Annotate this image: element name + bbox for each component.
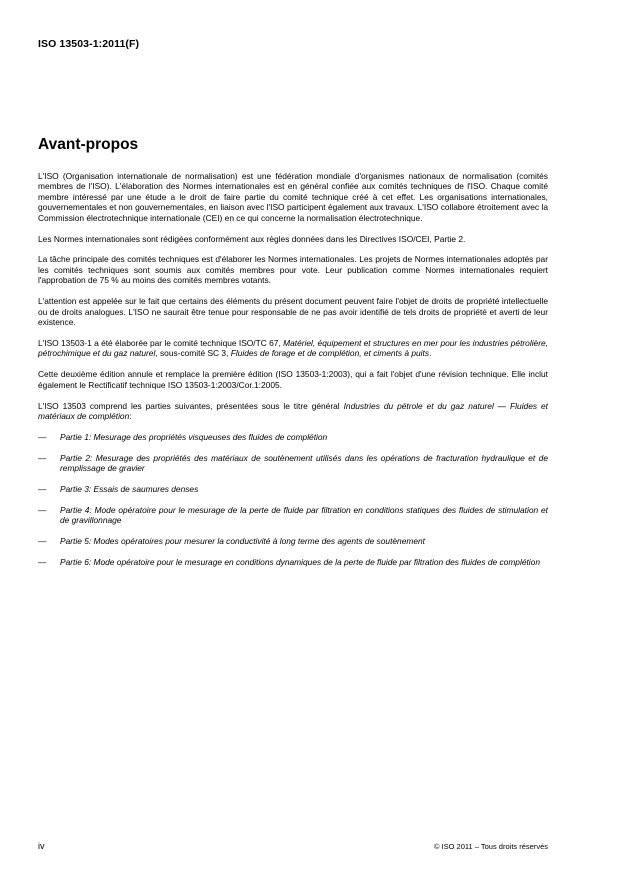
dash-bullet: — bbox=[38, 504, 47, 515]
part-4-text: Partie 4: Mode opératoire pour le mesurage de la perte de fluide par filtration en conditions statiques des fluides de stimulation et de gravillonnage bbox=[60, 504, 548, 526]
page-title: Avant-propos bbox=[38, 136, 139, 153]
paragraph-4: L'attention est appelée sur le fait que certains des éléments du présent document peuvent faire l'objet de droits de propriété intellectuelle ou de droits analogues. L'ISO ne saurait être tenue pour responsable de ne pas avoir identifié de tels droits de propriété et averti de leur existence. bbox=[38, 296, 548, 327]
list-item bbox=[38, 505, 548, 526]
p5-text-1: L'ISO 13503-1 a été élaborée par le comité technique ISO/TC 67, bbox=[38, 337, 284, 348]
list-item bbox=[38, 453, 548, 474]
p7-italic-1: Industries du pétrole et du gaz naturel — Fluides et matériaux de complétion bbox=[38, 400, 548, 421]
dash-bullet: — bbox=[38, 557, 47, 568]
part-3-text: Partie 3: Essais de saumures denses bbox=[60, 484, 199, 495]
paragraph-1: L'ISO (Organisation internationale de normalisation) est une fédération mondiale d'organismes nationaux de normalisation (comités membres de l'ISO). L'élaboration des Normes internationales est en général confiée aux comités techniques de l'ISO. Chaque comité membre intéressé par une étude a le droit de faire partie du comité technique créé à cet effet. Les organisations internationales, gouvernementales et non gouvernementales, en liaison avec l'ISO participent également aux travaux. L'ISO collabore étroitement avec la Commission électrotechnique internationale (CEI) en ce qui concerne la normalisation électrotechnique. bbox=[38, 171, 548, 223]
dash-bullet: — bbox=[38, 536, 47, 547]
p5-text-3: . bbox=[429, 348, 432, 359]
p5-italic-2: Fluides de forage et de complétion, et ciments à puits bbox=[230, 348, 430, 359]
part-5-text: Partie 5: Modes opératoires pour mesurer la conductivité à long terme des agents de soutènement bbox=[60, 536, 425, 547]
copyright-notice: © ISO 2011 – Tous droits réservés bbox=[433, 842, 548, 851]
part-2-text: Partie 2: Mesurage des propriétés des matériaux de soutènement utilisés dans les opérations de fracturation hydraulique et de remplissage de gravier bbox=[60, 452, 548, 474]
document-id: ISO 13503-1:2011(F) bbox=[38, 38, 140, 50]
paragraph-7 bbox=[38, 401, 548, 422]
list-item bbox=[38, 484, 548, 494]
dash-bullet: — bbox=[38, 431, 47, 442]
paragraph-3: La tâche principale des comités techniques est d'élaborer les Normes internationales. Les projets de Normes internationales adoptés par les comités techniques sont soumis aux comités membres pour vote. Leur publication comme Normes internationales requiert l'approbation de 75 % au moins des comités membres votants. bbox=[38, 254, 548, 286]
list-item bbox=[38, 536, 548, 546]
foreword-body bbox=[38, 171, 548, 578]
paragraph-6: Cette deuxième édition annule et remplace la première édition (ISO 13503-1:2003), qui a fait l'objet d'une révision technique. Elle inclut également le Rectificatif technique ISO 13503-1:2003/Cor.1:2005. bbox=[38, 369, 548, 390]
p5-text-2: , sous-comité SC 3, bbox=[155, 348, 231, 359]
parts-list bbox=[38, 432, 548, 568]
p7-text-2: : bbox=[129, 410, 132, 421]
part-6-text: Partie 6: Mode opératoire pour le mesurage en conditions dynamiques de la perte de fluide par filtration des fluides de complétion bbox=[60, 557, 540, 568]
paragraph-2: Les Normes internationales sont rédigées conformément aux règles données dans les Directives ISO/CEI, Partie 2. bbox=[38, 233, 466, 244]
p7-text-1: L'ISO 13503 comprend les parties suivantes, présentées sous le titre général bbox=[38, 400, 344, 411]
paragraph-5 bbox=[38, 338, 548, 359]
part-1-text: Partie 1: Mesurage des propriétés visqueuses des fluides de complétion bbox=[60, 431, 328, 442]
p5-italic-1: Matériel, équipement et structures en mer pour les industries pétrolière, pétrochimique et du gaz naturel bbox=[38, 337, 548, 359]
page-number: iv bbox=[38, 841, 45, 851]
list-item bbox=[38, 557, 548, 567]
list-item bbox=[38, 432, 548, 442]
dash-bullet: — bbox=[38, 452, 47, 463]
dash-bullet: — bbox=[38, 484, 47, 495]
